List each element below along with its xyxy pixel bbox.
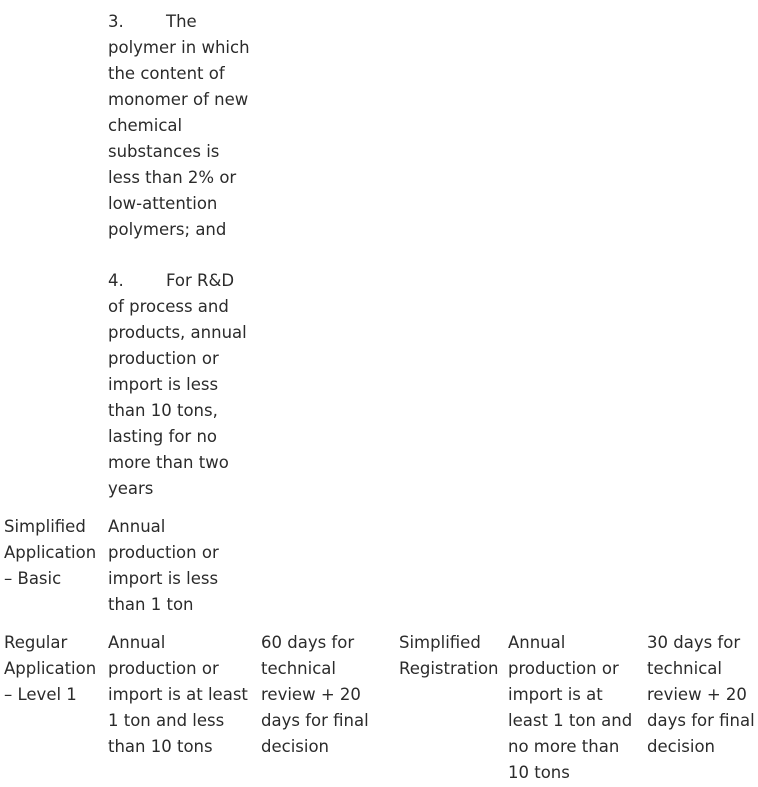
list-number: 4. [108,271,124,290]
text-line: import is less [108,569,219,588]
list-number: 3. [108,12,124,31]
basic-category-cell [4,514,96,592]
text-line: polymers; and [108,220,227,239]
text-line: technical [261,659,336,678]
text-line: – Level 1 [4,685,77,704]
text-line: less than 2% or [108,168,237,187]
text-line: than 10 tons, [108,401,218,420]
text-line: Application [4,543,97,562]
text-line: Annual [108,517,166,536]
text-line: days for final [647,711,755,730]
text-line: review + 20 [647,685,747,704]
level1-timeline-cell [261,630,369,760]
text-line: import is less [108,375,219,394]
list-item-3 [108,9,250,243]
text-line: low-attention [108,194,218,213]
text-line: 1 ton and less [108,711,225,730]
text-line: lasting for no [108,427,218,446]
text-line: 10 tons [508,763,570,782]
text-line: days for final [261,711,369,730]
text-line: review + 20 [261,685,361,704]
list-item-4 [108,268,247,502]
level1-alt-category-cell [399,630,499,682]
text-line: Annual [108,633,166,652]
text-line: least 1 ton and [508,711,633,730]
text-line: decision [261,737,330,756]
text-line: Annual [508,633,566,652]
text-line: more than two [108,453,229,472]
level1-alt-timeline-cell [647,630,755,760]
text-line: – Basic [4,569,62,588]
text-line: of process and [108,297,229,316]
text-line: polymer in which [108,38,250,57]
level1-alt-threshold-cell [508,630,632,786]
list-item-first-word: The [166,12,197,31]
text-line: import is at least [108,685,248,704]
text-line: technical [647,659,722,678]
text-line: Application [4,659,97,678]
level1-threshold-cell [108,630,248,760]
text-line: Simplified [4,517,86,536]
text-line: the content of [108,64,225,83]
text-line: Regular [4,633,68,652]
text-line: than 10 tons [108,737,213,756]
text-line: 60 days for [261,633,355,652]
text-line: production or [108,659,219,678]
text-line: Registration [399,659,499,678]
text-line: no more than [508,737,620,756]
basic-threshold-cell [108,514,219,618]
text-line: products, annual [108,323,247,342]
text-line: decision [647,737,716,756]
text-line: production or [108,543,219,562]
text-line: 30 days for [647,633,741,652]
text-line: production or [508,659,619,678]
text-line: production or [108,349,219,368]
text-line: than 1 ton [108,595,194,614]
text-line: chemical [108,116,183,135]
text-line: Simplified [399,633,481,652]
list-item-4-head [108,268,247,294]
list-item-3-head [108,9,250,35]
text-line: monomer of new [108,90,249,109]
text-line: substances is [108,142,220,161]
text-line: import is at [508,685,603,704]
text-line: years [108,479,154,498]
list-item-first-word: For R&D [166,271,235,290]
level1-category-cell [4,630,96,708]
